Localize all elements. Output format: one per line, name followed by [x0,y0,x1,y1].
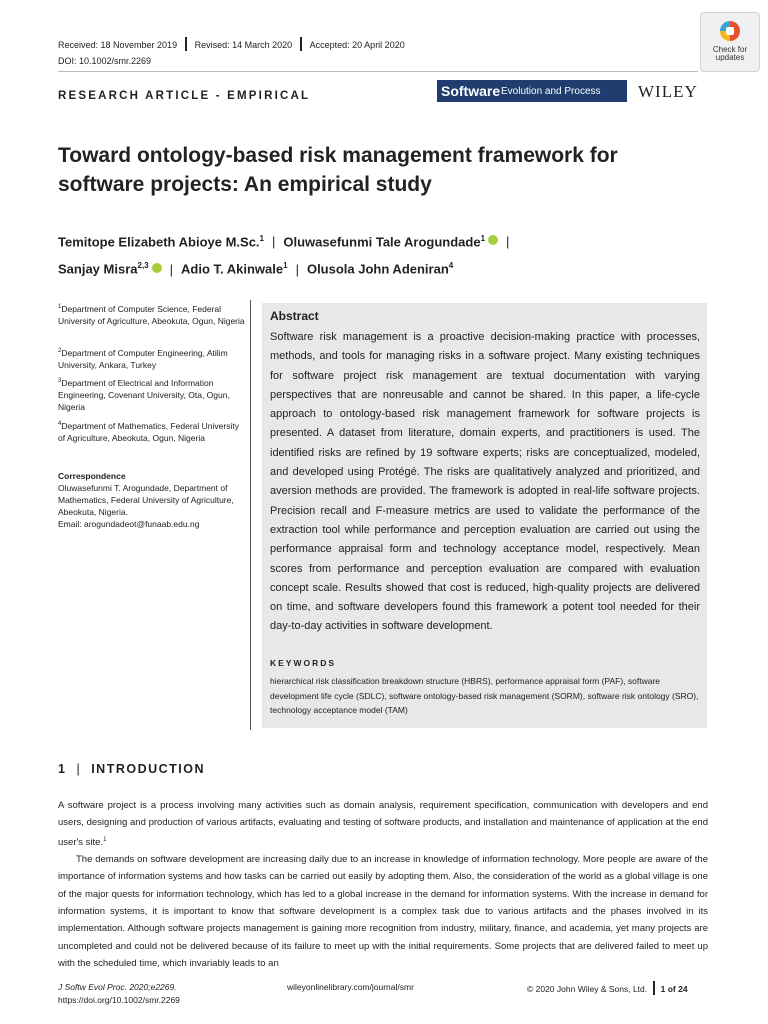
abstract-heading: Abstract [270,309,319,323]
correspondence-heading: Correspondence [58,471,126,481]
affiliation: $^2$Department of Computer Engineering, Atilim University, Ankara, Turkey [58,347,228,370]
citation[interactable]: 1 [103,836,107,843]
header-rule [58,71,698,72]
accepted-date: Accepted: 20 April 2020 [309,40,405,50]
page-number: 1 of 24 [660,984,688,994]
footer-journal: J Softw Evol Proc. 2020;e2269. [58,982,177,992]
section-heading [58,762,205,776]
paragraph: A software project is a process involving many activities such as domain analysis, requirement specification, communication with developers and end users, designing and production of various artifacts, evaluating and testing of software products, and installation and maintenance of application at the end user's site.$^1$ [58,800,708,848]
footer-site[interactable]: wileyonlinelibrary.com/journal/smr [287,982,414,992]
correspondence [58,470,248,530]
body-text [58,797,708,972]
correspondence-text: Oluwasefunmi T. Arogundade, Department of Mathematics, Federal University of Agriculture, Abeokuta, Nigeria. [58,483,234,517]
crossmark-icon [717,18,743,44]
journal-software-label: Software [441,83,501,99]
author-sup: 1 [283,261,288,271]
author-name[interactable]: Adio T. Akinwale [181,261,284,277]
orcid-icon[interactable] [152,263,162,273]
author-line-2 [58,254,698,281]
paper-title: Toward ontology-based risk management framework for software projects: An empirical study [58,144,618,196]
keywords-heading: KEYWORDS [270,658,337,668]
divider [653,981,655,995]
author-separator: | [295,261,299,277]
journal-banner [437,80,627,102]
orcid-icon[interactable] [488,235,498,245]
section-number: 1 [58,762,67,776]
column-divider [250,300,251,730]
affiliation: $^4$Department of Mathematics, Federal University of Agriculture, Abeokuta, Ogun, Nigeria [58,420,239,443]
revised-date: Revised: 14 March 2020 [194,40,293,50]
check-for-updates-badge[interactable] [700,12,760,72]
correspondence-email[interactable]: Email: arogundadeot@funaab.edu.ng [58,519,200,529]
dates-line [58,37,405,51]
divider [300,37,302,51]
author-separator: | [169,261,174,277]
footer-right [527,981,688,996]
abstract-text: Software risk management is a proactive decision-making practice with processes, methods, and tools for managing risks in a software project. Many existing techniques for software project risk management are textual documentation with varying perspectives that are nonreusable and cannot be shared. In this paper, a life-cycle approach to ontology-based risk management framework for software projects is presented. A dataset from literature, domain experts, and practitioners is used. The identified risks are refined by 19 software experts; risks are conceptualized, modeled, and developed using Protégé. The risks are qualitatively analyzed and prioritized, and aversion methods are provided. The framework is adopted in real-life software projects. Precision recall and F-measure metrics are used to validate the performance of the extraction tool while performance and perception evaluation are carried out using the performance appraisal form and technology acceptance model, respectively. Mean scores from performance and perception evaluation are compared with evaluation concept scale. Results showed that cost is reduced, high-quality projects are delivered on time, and software developers found this framework a potent tool needed for their day-to-day activities in software development. [270,331,700,633]
author-sup: 1 [259,234,264,243]
received-date: Received: 18 November 2019 [58,40,178,50]
author-name[interactable]: Sanjay Misra [58,261,138,277]
section-separator: | [76,762,82,776]
author-sup: 1 [480,234,486,243]
article-type: RESEARCH ARTICLE - EMPIRICAL [58,90,311,102]
updates-label: updates [715,53,745,62]
keywords-text: hierarchical risk classification breakdown structure (HBRS), performance appraisal form (PAF), software development life cycle (SDLC), software ontology-based risk management (SORM), software risk ontology (SRO), technology acceptance model (TAM) [270,676,699,715]
author-list [58,227,698,282]
author-separator: | [506,234,510,250]
section-title: INTRODUCTION [91,762,206,776]
author-name[interactable]: Olusola John Adeniran [306,261,449,277]
author-separator: | [272,234,276,250]
author-sup: 2,3 [137,261,149,271]
check-for-label: Check for [712,45,748,54]
abstract-box [262,303,707,728]
affiliation: $^1$Department of Computer Science, Federal University of Agriculture, Abeokuta, Ogun, Nigeria [58,303,245,326]
doi[interactable]: DOI: 10.1002/smr.2269 [58,56,152,66]
paragraph: The demands on software development are increasing daily due to an increase in knowledge of information technology. More people are aware of the importance of information systems and how tasks can be carried out easily by adopting them. Also, the consideration of the world as a global village is one of the major quests for information technology, which has led to a global increase in the demand for information systems. With the increase in demand for information systems, it is important to know that software development is a complex task due to various artifacts and the phases involved in its implementation. Although software projects management is gaining more recognition from industry, military, finance, and academia, yet many projects are uncompleted and could not be delivered because of its failure to meet up with the initial requirements. Some projects that are delivered failed to meet up with the scheduled time, which invariably leads to an [58,854,708,969]
footer-doi-url[interactable]: https://doi.org/10.1002/smr.2269 [58,995,180,1005]
author-line-1 [58,227,698,254]
affiliation: $^3$Department of Electrical and Information Engineering, Covenant University, Ota, Ogun, Nigeria [58,377,230,412]
author-name[interactable]: Temitope Elizabeth Abioye M.Sc. [58,234,260,250]
footer-citation [58,981,180,1007]
footer-copyright: © 2020 John Wiley & Sons, Ltd. [527,984,648,994]
author-sup: 4 [448,261,454,271]
publisher-logo: WILEY [638,82,698,101]
author-name[interactable]: Oluwasefunmi Tale Arogundade [283,234,481,250]
divider [185,37,187,51]
journal-subtitle: Evolution and Process [501,86,601,97]
